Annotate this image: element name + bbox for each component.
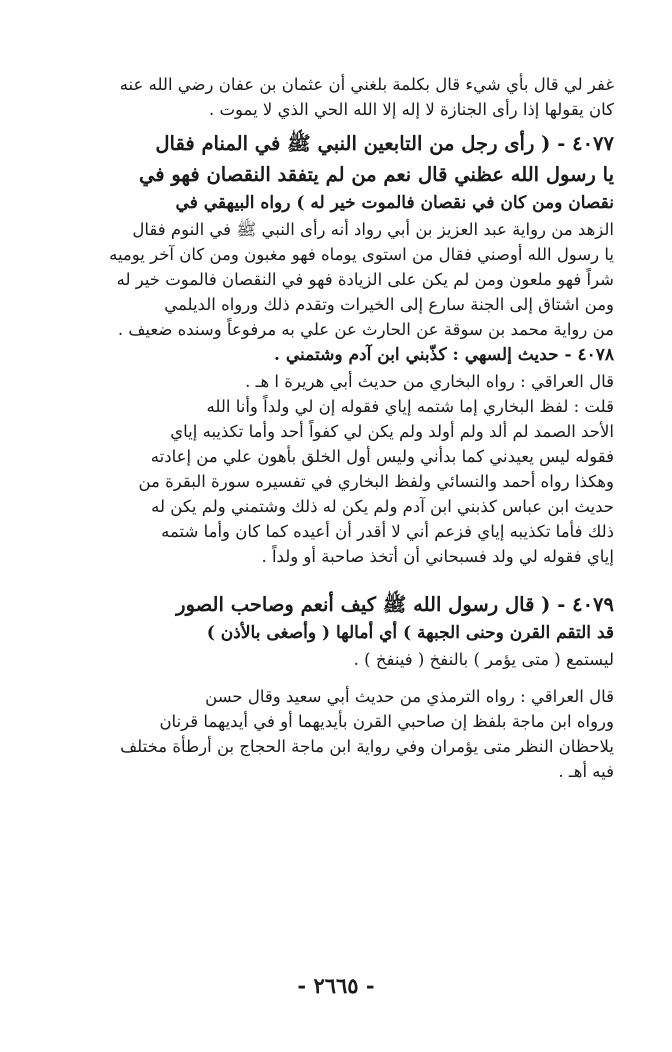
text-line: كان يقولها إذا رأى الجنازة لا إله إلا الله الحي الذي لا يموت . — [209, 100, 614, 119]
hadith-text: يا رسول الله عظني قال نعم من لم يتفقد النقصان فهو في — [138, 163, 614, 186]
text-line: إياي فقوله لي ولد فسبحاني أن أتخذ صاحبة أو ولداً . — [261, 547, 614, 566]
text-line: ومن اشتاق إلى الجنة سارع إلى الخيرات وتقدم ذلك ورواه الديلمي — [164, 295, 614, 314]
text-line: حديث ابن عباس كذبني ابن آدم ولم يكن له ذلك وشتمني ولم يكن له — [151, 497, 614, 516]
text-line: وهكذا رواه أحمد والنسائي ولفظ البخاري في تفسيره سورة البقرة من — [138, 472, 614, 491]
hadith-text: قد التقم القرن وحنى الجبهة ) أي أمالها ( وأصغى بالأذن ) — [206, 623, 614, 643]
page-number: - ٢٦٦٥ - — [297, 973, 375, 998]
text-line: شراً فهو ملعون ومن لم يكن على الزيادة فهو في النقصان فالموت خير له — [116, 270, 614, 289]
hadith-heading: ٤٠٧٩ - ( قال رسول الله ﷺ كيف أنعم وصاحب الصور — [176, 593, 614, 616]
text-line: يلاحظان النظر متى يؤمران وفي رواية ابن ماجة الحجاج بن أرطأة مختلف — [120, 737, 614, 756]
text-line: الأحد الصمد لم ألد ولم أولد ولم يكن لي كفواً أحد وأما تكذيبه إياي — [170, 422, 614, 441]
text-line: ذلك فأما تكذيبه إياي فزعم أني لا أقدر أن أعيده كما كان وأما شتمه — [161, 522, 614, 541]
text-line: يا رسول الله أوصني فقال من استوى يوماه فهو مغبون ومن كان آخر يوميه — [109, 245, 614, 264]
text-line: ليستمع ( متى يؤمر ) بالنفخ ( فينفخ ) . — [353, 650, 614, 669]
text-line: الزهد من رواية عبد العزيز بن أبي رواد أنه رأى النبي ﷺ في النوم فقال — [132, 220, 614, 239]
hadith-heading: ٤٠٧٨ - حديث إلسهي : كذّبني ابن آدم وشتمني . — [274, 345, 614, 365]
text-line: ورواه ابن ماجة بلفظ إن صاحبي القرن بأيديهما أو في أيديهما قرنان — [159, 712, 614, 731]
text-line: من رواية محمد بن سوقة عن الحارث عن علي به مرفوعاً وسنده ضعيف . — [117, 320, 614, 339]
text-line: قلت : لفظ البخاري إما شتمه إياي فقوله إن لي ولداً وأنا الله — [206, 397, 614, 416]
hadith-text: نقصان ومن كان في نقصان فالموت خير له ) رواه البيهقي في — [175, 193, 614, 213]
text-line: قال العراقي : رواه الترمذي من حديث أبي سعيد وقال حسن — [205, 687, 614, 706]
text-line: فقوله ليس يعيدني كما بدأني وليس أول الخلق بأهون علي من إعادته — [150, 447, 614, 466]
text-line: قال العراقي : رواه البخاري من حديث أبي هريرة ا هـ . — [245, 372, 614, 391]
page-body — [62, 72, 614, 784]
text-line: غفر لي قال بأي شيء قال بكلمة بلغني أن عثمان بن عفان رضي الله عنه — [119, 75, 614, 94]
text-line: فيه أهـ . — [558, 762, 614, 781]
hadith-heading: ٤٠٧٧ - ( رأى رجل من التابعين النبي ﷺ في المنام فقال — [155, 132, 614, 155]
